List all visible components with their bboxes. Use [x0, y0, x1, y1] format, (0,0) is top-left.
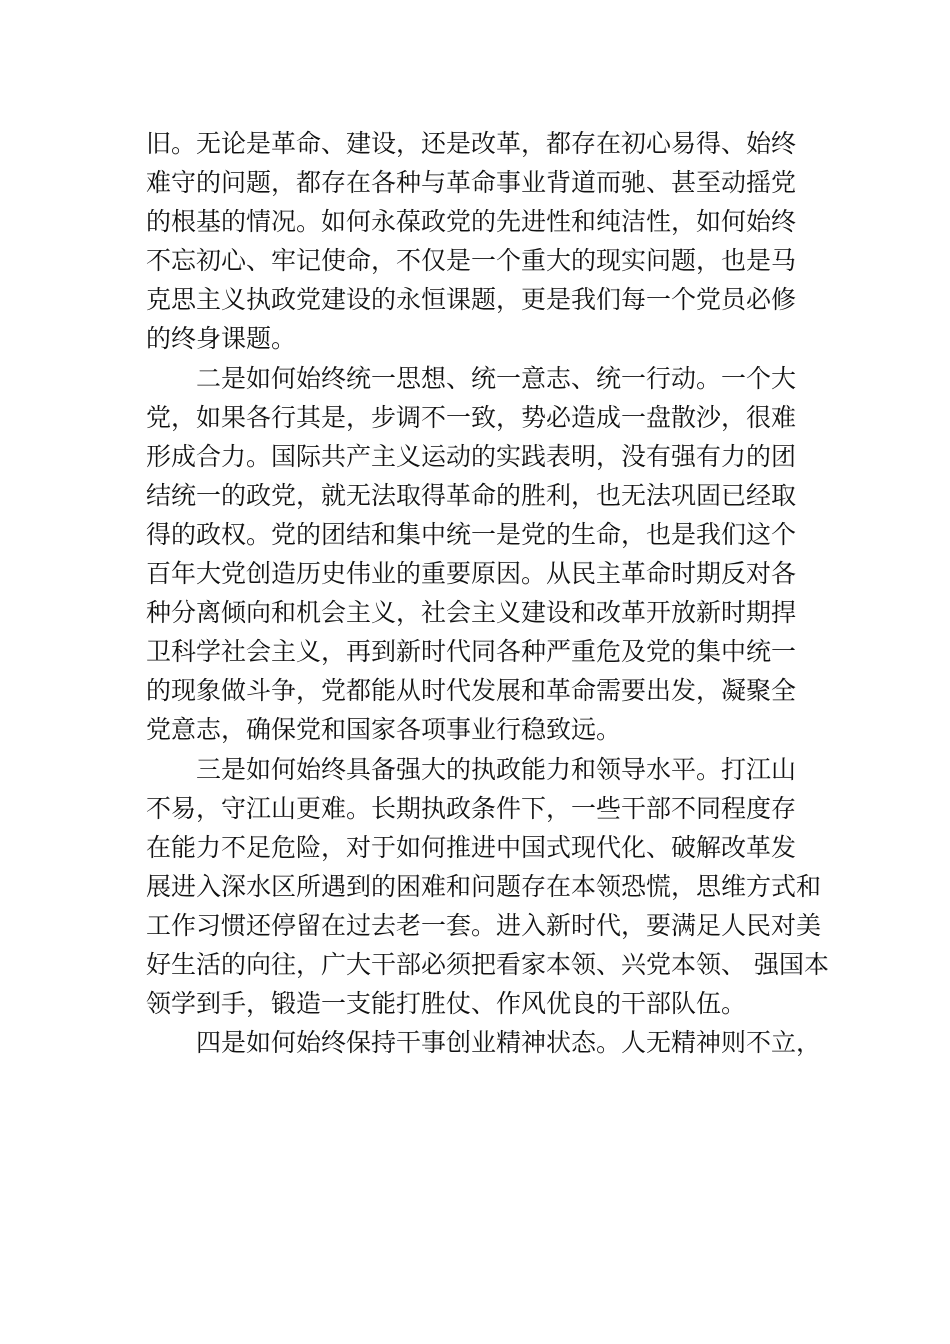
- text-line: 的现象做斗争，党都能从时代发展和革命需要出发，凝聚全: [146, 676, 797, 706]
- text-line: 卫科学社会主义，再到新时代同各种严重危及党的集中统一: [146, 637, 797, 667]
- text-line: 克思主义执政党建设的永恒课题，更是我们每一个党员必修: [146, 285, 797, 315]
- text-line: 的终身课题。: [146, 324, 297, 354]
- body-text: [146, 124, 829, 1062]
- text-line: 不易，守江山更难。长期执政条件下，一些干部不同程度存: [146, 793, 797, 823]
- text-line: 不忘初心、牢记使命，不仅是一个重大的现实问题，也是马: [146, 246, 797, 276]
- text-line: 党，如果各行其是，步调不一致，势必造成一盘散沙，很难: [146, 402, 797, 432]
- text-line: 得的政权。党的团结和集中统一是党的生命，也是我们这个: [146, 519, 797, 549]
- text-line: 在能力不足危险，对于如何推进中国式现代化、破解改革发: [146, 832, 797, 862]
- text-line: 形成合力。国际共产主义运动的实践表明，没有强有力的团: [146, 441, 797, 471]
- text-line: 工作习惯还停留在过去老一套。进入新时代，要满足人民对美: [146, 910, 822, 940]
- paragraph-2-first-line: 二是如何始终统一思想、统一意志、统一行动。一个大: [196, 363, 797, 393]
- text-line: 好生活的向往，广大干部必须把看家本领、兴党本领、 强国本: [146, 949, 829, 979]
- paragraph-4-first-line: 四是如何始终保持干事创业精神状态。人无精神则不立，: [196, 1028, 822, 1058]
- text-line: 旧。无论是革命、建设，还是改革，都存在初心易得、始终: [146, 129, 797, 158]
- text-line: 的根基的情况。如何永葆政党的先进性和纯洁性，如何始终: [146, 207, 797, 237]
- text-line: 百年大党创造历史伟业的重要原因。从民主革命时期反对各: [146, 559, 797, 589]
- text-line: 种分离倾向和机会主义，社会主义建设和改革开放新时期捍: [146, 598, 797, 628]
- text-line: 党意志，确保党和国家各项事业行稳致远。: [146, 715, 622, 745]
- text-line: 难守的问题，都存在各种与革命事业背道而驰、甚至动摇党: [146, 168, 797, 198]
- paragraph-3-first-line: 三是如何始终具备强大的执政能力和领导水平。打江山: [196, 754, 797, 784]
- text-line: 领学到手，锻造一支能打胜仗、作风优良的干部队伍。: [146, 989, 747, 1019]
- text-line: 展进入深水区所遇到的困难和问题存在本领恐慌，思维方式和: [146, 871, 822, 901]
- text-line: 结统一的政党，就无法取得革命的胜利，也无法巩固已经取: [146, 480, 797, 510]
